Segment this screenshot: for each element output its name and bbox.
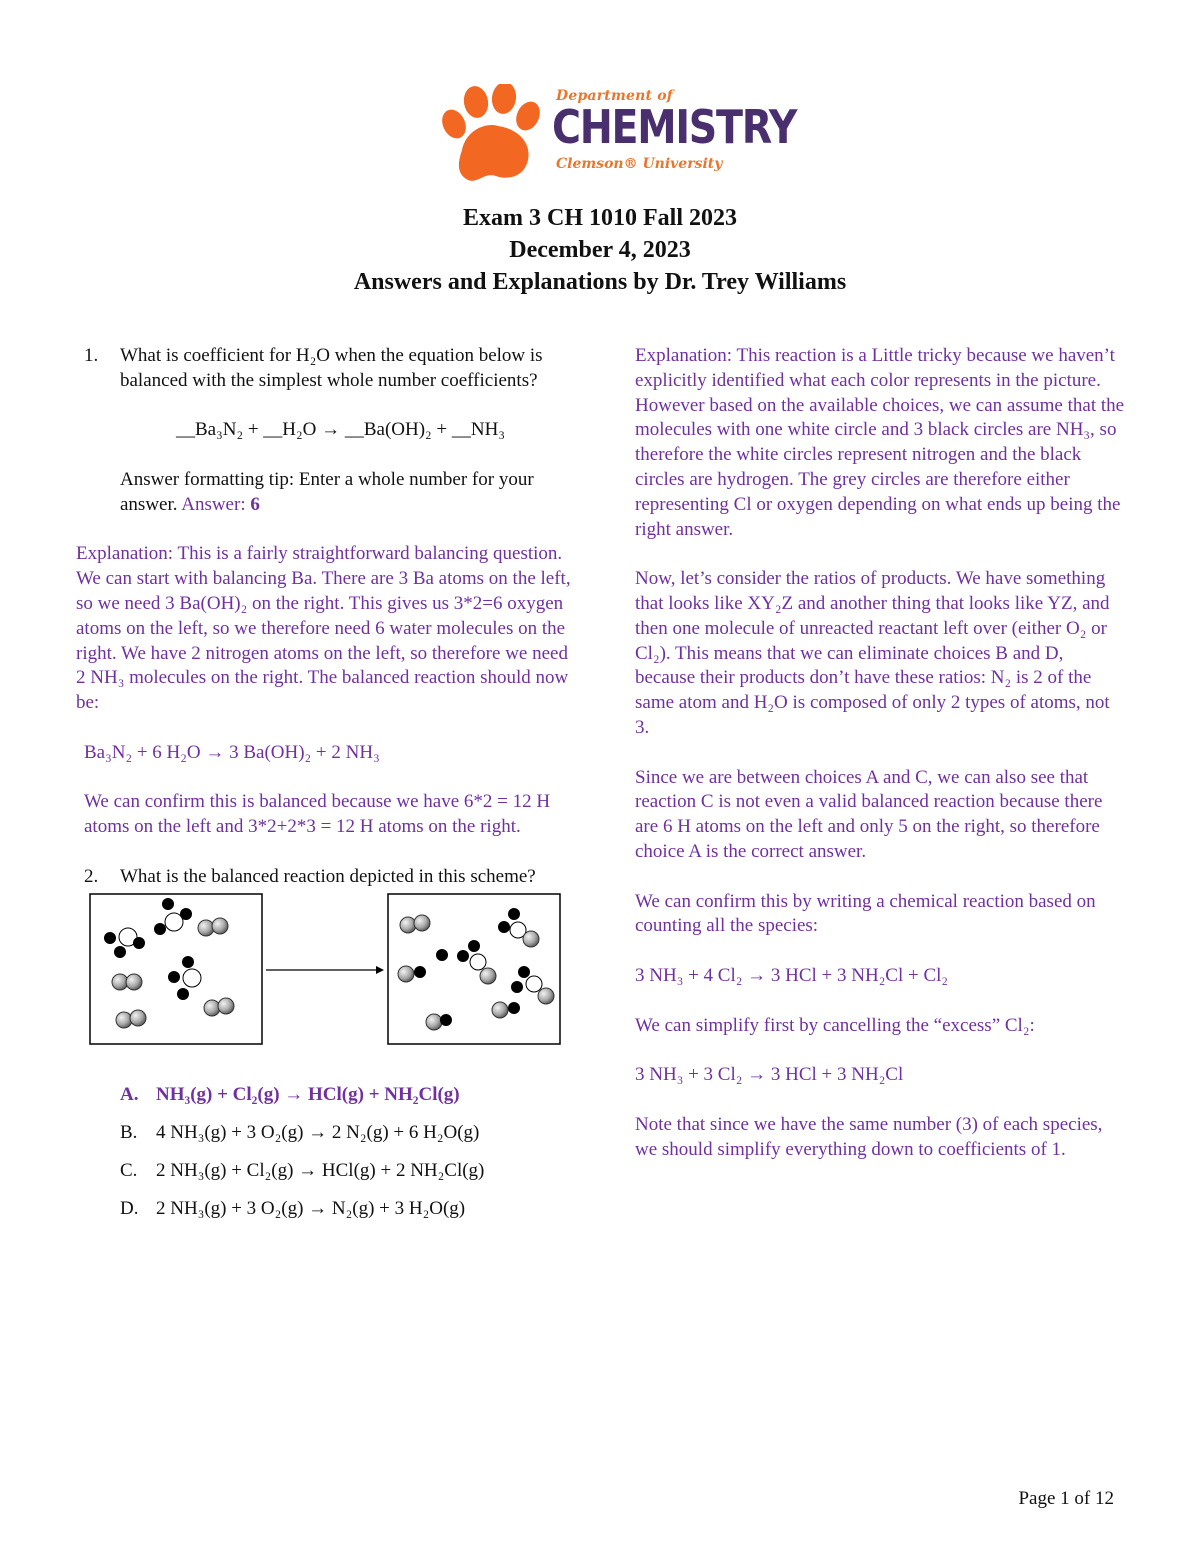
q1-confirm: We can confirm this is balanced because we have 6*2 = 12 H atoms on the left and 3*2+2*3 = 12 H atoms on the right. <box>84 791 551 838</box>
choice-text: 4 NH₃(g) + 3 O₂(g) → 2 N₂(g) + 6 H₂O(g) <box>156 1121 480 1143</box>
question-1 <box>76 344 576 518</box>
exam-date: December 4, 2023 <box>509 237 691 263</box>
question-stem: What is coefficient for H₂O when the equation below is balanced with the simplest whole number coefficients? <box>120 345 543 391</box>
logo-university-text: Clemson® University <box>556 156 723 172</box>
molecule-diagram <box>88 892 568 1052</box>
logo-department-text: Department of <box>556 88 673 104</box>
reaction-scheme <box>88 892 568 1052</box>
q2-equation-simplified: 3 NH₃ + 3 Cl₂ → 3 HCl + 3 NH₂Cl <box>635 1064 904 1086</box>
q1-balanced-equation: Ba₃N₂ + 6 H₂O → 3 Ba(OH)₂ + 2 NH₃ <box>84 741 380 763</box>
choice-d[interactable] <box>120 1190 576 1228</box>
exam-subtitle: Answers and Explanations by Dr. Trey Williams <box>353 269 847 295</box>
q2-explanation-2: Now, let’s consider the ratios of products. We have something that looks like XY₂Z and another thing that looks like YZ, and then one molecule of unreacted reactant left over (either O₂ or Cl₂). This means that we can eliminate choices B and D, because their products don’t have these ratios: N₂ is 2 of the same atom and H₂O is composed of only 2 types of atoms, not 3. <box>635 568 1110 738</box>
question-number: 2. <box>84 865 99 887</box>
q2-explanation-6: Note that since we have the same number (3) of each species, we should simplify everything down to coefficients of 1. <box>635 1113 1103 1160</box>
choice-a[interactable] <box>120 1076 576 1114</box>
choice-text: 2 NH₃(g) + Cl₂(g) → HCl(g) + 2 NH₂Cl(g) <box>156 1159 485 1181</box>
question-stem: What is the balanced reaction depicted in this scheme? <box>120 865 536 887</box>
page-number: Page 1 of 12 <box>1018 1488 1114 1509</box>
choice-b[interactable] <box>120 1114 576 1152</box>
q2-explanation-4: We can confirm this by writing a chemical reaction based on counting all the species: <box>635 890 1096 937</box>
choice-c[interactable] <box>120 1152 576 1190</box>
question-equation: __Ba₃N₂ + __H₂O → __Ba(OH)₂ + __NH₃ <box>176 419 505 441</box>
answer-tip: Answer formatting tip: Enter a whole number for your answer. <box>120 468 534 515</box>
left-column <box>76 344 576 1228</box>
choice-text: 2 NH₃(g) + 3 O₂(g) → N₂(g) + 3 H₂O(g) <box>156 1197 466 1219</box>
answer-label: Answer: <box>181 493 246 515</box>
title-block <box>0 202 1200 298</box>
q2-explanation-3: Since we are between choices A and C, we can also see that reaction C is not even a valid balanced reaction because there are 6 H atoms on the left and only 5 on the right, so therefore choice A is the correct answer. <box>635 766 1103 862</box>
tiger-paw-icon <box>440 84 546 188</box>
answer-value: 6 <box>250 493 260 515</box>
question-2 <box>76 865 576 890</box>
choice-label: C. <box>120 1159 138 1181</box>
right-column <box>635 344 1125 1162</box>
answer-line <box>120 468 576 518</box>
q1-explanation: Explanation: This is a fairly straightforward balancing question. We can start with balancing Ba. There are 3 Ba atoms on the left, so we need 3 Ba(OH)₂ on the right. This gives us 3*2=6 oxygen atoms on the left, so we therefore need 6 water molecules on the right. We have 2 nitrogen atoms on the left, so therefore we need 2 NH₃ molecules on the right. The balanced reaction should now be: <box>76 543 571 714</box>
choice-label: B. <box>120 1121 138 1143</box>
question-number: 1. <box>84 345 99 366</box>
logo-chemistry-text: CHEMISTRY <box>552 100 797 154</box>
q2-explanation-1: Explanation: This reaction is a Little tricky because we haven’t explicitly identified what each color represents in the picture. However based on the available choices, we can assume that the molecules with one white circle and 3 black circles are NH₃, so therefore the white circles represent nitrogen and the black circles are hydrogen. The grey circles are therefore either representing Cl or oxygen depending on what ends up being the right answer. <box>635 345 1125 540</box>
choice-label: D. <box>120 1197 139 1219</box>
choice-text: NH₃(g) + Cl₂(g) → HCl(g) + NH₂Cl(g) <box>156 1083 460 1105</box>
answer-choices <box>76 1076 576 1228</box>
exam-title: Exam 3 CH 1010 Fall 2023 <box>463 205 737 231</box>
q2-explanation-5: We can simplify first by cancelling the “excess” Cl₂: <box>635 1014 1035 1036</box>
q2-equation-full: 3 NH₃ + 4 Cl₂ → 3 HCl + 3 NH₂Cl + Cl₂ <box>635 964 949 986</box>
department-logo <box>440 84 797 188</box>
choice-label: A. <box>120 1083 139 1105</box>
